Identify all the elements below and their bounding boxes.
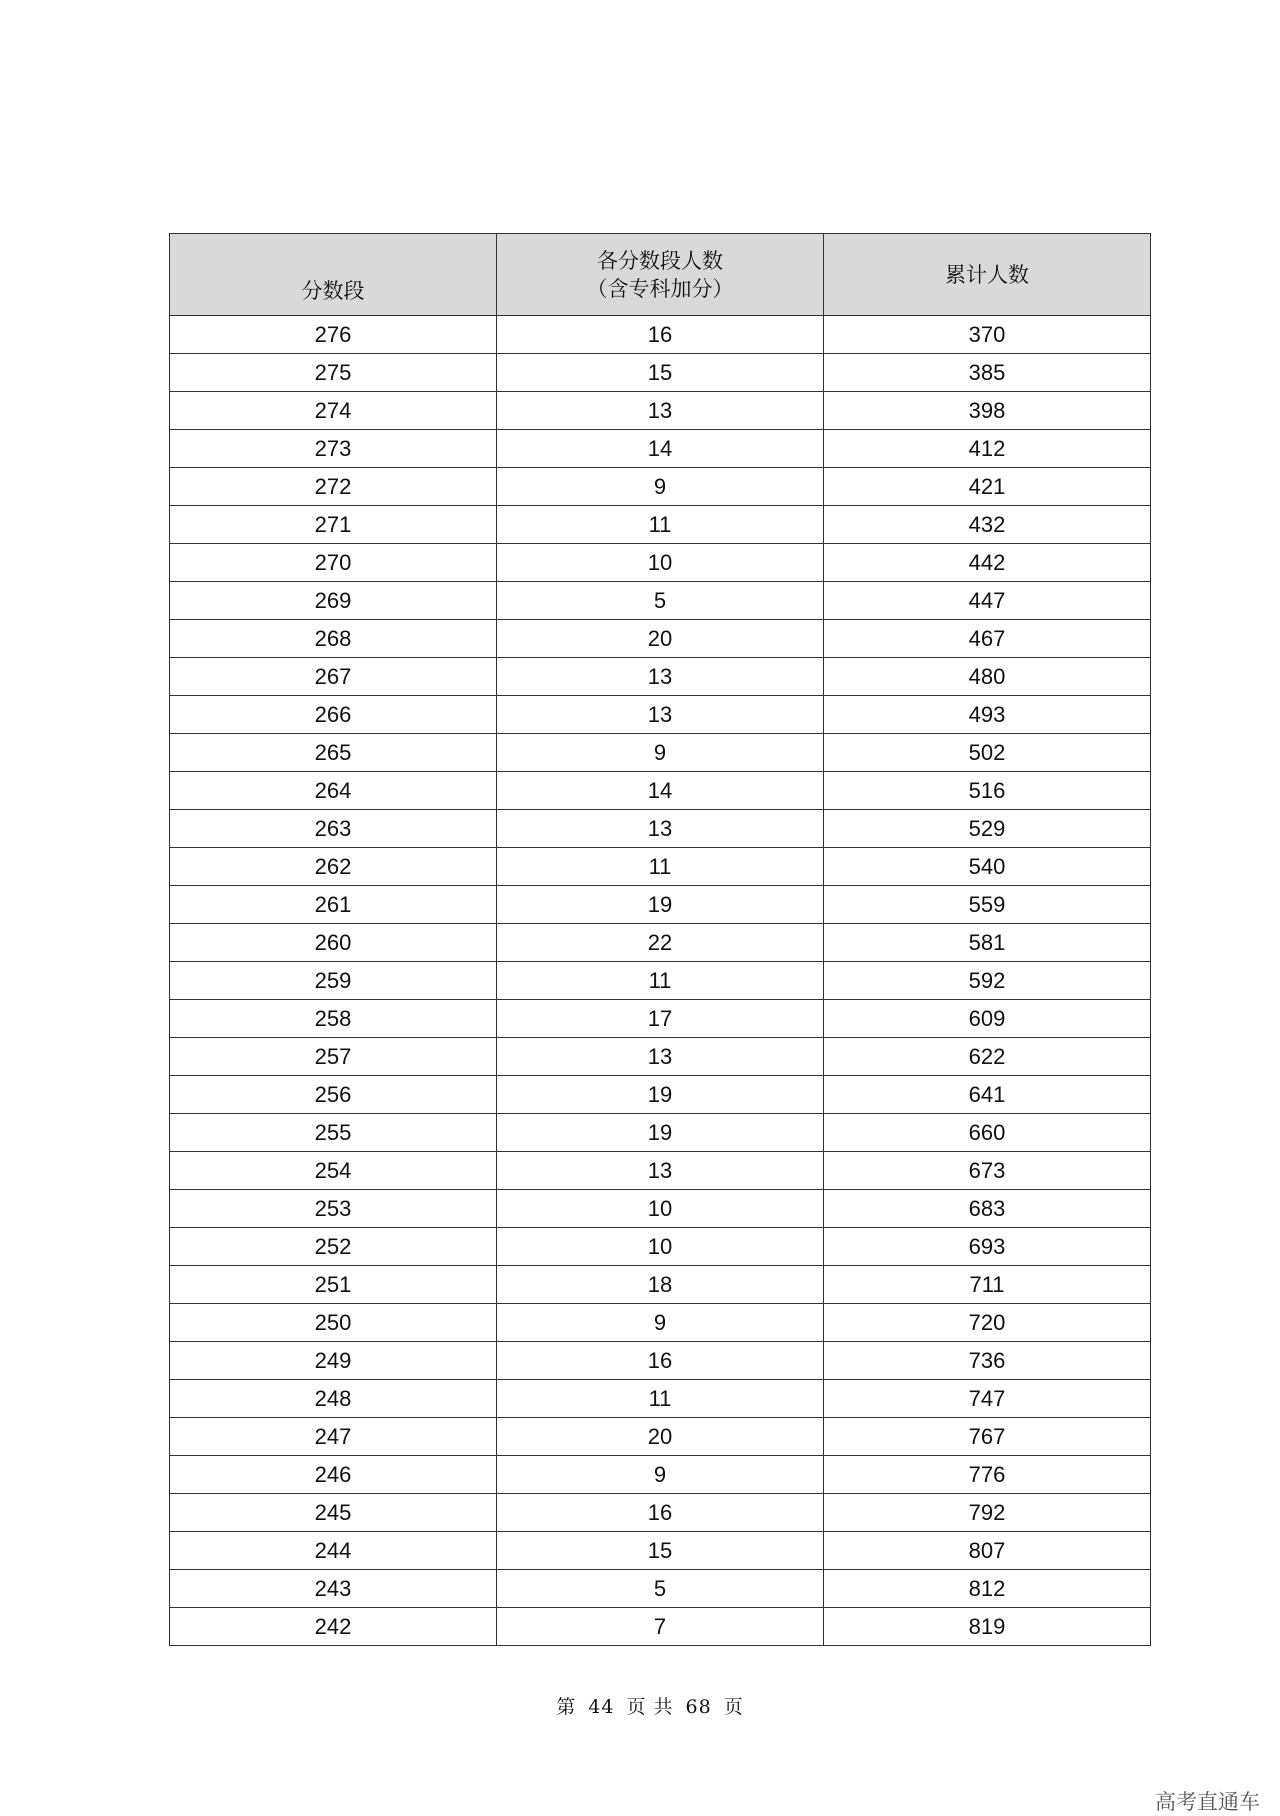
segment-count-cell: 9: [497, 1304, 824, 1342]
segment-count-cell: 15: [497, 1532, 824, 1570]
table-row: [170, 1266, 1151, 1304]
score-cell: 250: [170, 1304, 497, 1342]
table-row: [170, 1000, 1151, 1038]
score-cell: 256: [170, 1076, 497, 1114]
score-cell: 255: [170, 1114, 497, 1152]
table-row: [170, 886, 1151, 924]
table-row: [170, 544, 1151, 582]
table-row: [170, 468, 1151, 506]
header-segment-count: [497, 234, 824, 316]
score-cell: 264: [170, 772, 497, 810]
segment-count-cell: 10: [497, 1190, 824, 1228]
segment-count-cell: 11: [497, 848, 824, 886]
segment-count-cell: 13: [497, 1152, 824, 1190]
table-row: [170, 1342, 1151, 1380]
score-cell: 272: [170, 468, 497, 506]
cumulative-count-cell: 493: [824, 696, 1151, 734]
segment-count-cell: 22: [497, 924, 824, 962]
cumulative-count-cell: 736: [824, 1342, 1151, 1380]
table-row: [170, 810, 1151, 848]
cumulative-count-cell: 683: [824, 1190, 1151, 1228]
table-row: [170, 582, 1151, 620]
table-row: [170, 658, 1151, 696]
segment-count-cell: 10: [497, 1228, 824, 1266]
table-row: [170, 392, 1151, 430]
footer-prefix: 第: [556, 1696, 577, 1718]
score-cell: 270: [170, 544, 497, 582]
score-cell: 252: [170, 1228, 497, 1266]
score-cell: 254: [170, 1152, 497, 1190]
segment-count-cell: 7: [497, 1608, 824, 1646]
cumulative-count-cell: 467: [824, 620, 1151, 658]
footer-total-pages: 68: [685, 1696, 712, 1718]
score-cell: 248: [170, 1380, 497, 1418]
score-cell: 274: [170, 392, 497, 430]
segment-count-cell: 16: [497, 1342, 824, 1380]
segment-count-cell: 13: [497, 658, 824, 696]
segment-count-cell: 11: [497, 962, 824, 1000]
cumulative-count-cell: 480: [824, 658, 1151, 696]
footer-suffix: 页: [723, 1696, 744, 1718]
segment-count-cell: 18: [497, 1266, 824, 1304]
segment-count-cell: 16: [497, 316, 824, 354]
cumulative-count-cell: 812: [824, 1570, 1151, 1608]
segment-count-cell: 14: [497, 430, 824, 468]
score-cell: 242: [170, 1608, 497, 1646]
cumulative-count-cell: 693: [824, 1228, 1151, 1266]
cumulative-count-cell: 412: [824, 430, 1151, 468]
table-row: [170, 772, 1151, 810]
score-cell: 246: [170, 1456, 497, 1494]
table-header: [170, 234, 1151, 316]
header-segment-count-line1: 各分数段人数: [597, 248, 723, 273]
segment-count-cell: 16: [497, 1494, 824, 1532]
score-cell: 262: [170, 848, 497, 886]
cumulative-count-cell: 776: [824, 1456, 1151, 1494]
cumulative-count-cell: 660: [824, 1114, 1151, 1152]
table-row: [170, 1494, 1151, 1532]
table-row: [170, 848, 1151, 886]
header-score-range: 分数段: [170, 234, 497, 316]
score-cell: 266: [170, 696, 497, 734]
score-cell: 267: [170, 658, 497, 696]
table-row: [170, 962, 1151, 1000]
watermark: 高考直通车: [1155, 1790, 1260, 1814]
table-row: [170, 734, 1151, 772]
table-row: [170, 1038, 1151, 1076]
cumulative-count-cell: 720: [824, 1304, 1151, 1342]
table-row: [170, 506, 1151, 544]
score-cell: 245: [170, 1494, 497, 1532]
score-cell: 243: [170, 1570, 497, 1608]
table-row: [170, 620, 1151, 658]
table-row: [170, 1570, 1151, 1608]
table-row: [170, 430, 1151, 468]
cumulative-count-cell: 711: [824, 1266, 1151, 1304]
segment-count-cell: 13: [497, 392, 824, 430]
table-row: [170, 354, 1151, 392]
cumulative-count-cell: 385: [824, 354, 1151, 392]
cumulative-count-cell: 807: [824, 1532, 1151, 1570]
cumulative-count-cell: 592: [824, 962, 1151, 1000]
score-cell: 247: [170, 1418, 497, 1456]
cumulative-count-cell: 609: [824, 1000, 1151, 1038]
table-row: [170, 1228, 1151, 1266]
cumulative-count-cell: 622: [824, 1038, 1151, 1076]
score-cell: 273: [170, 430, 497, 468]
segment-count-cell: 9: [497, 468, 824, 506]
score-cell: 251: [170, 1266, 497, 1304]
segment-count-cell: 10: [497, 544, 824, 582]
footer-current-page: 44: [588, 1696, 615, 1718]
table-row: [170, 1532, 1151, 1570]
segment-count-cell: 14: [497, 772, 824, 810]
cumulative-count-cell: 516: [824, 772, 1151, 810]
table-row: [170, 1380, 1151, 1418]
segment-count-cell: 19: [497, 1114, 824, 1152]
table-row: [170, 1114, 1151, 1152]
cumulative-count-cell: 819: [824, 1608, 1151, 1646]
cumulative-count-cell: 559: [824, 886, 1151, 924]
table-row: [170, 1418, 1151, 1456]
page-footer: [0, 1692, 1280, 1719]
score-cell: 257: [170, 1038, 497, 1076]
table-row: [170, 1608, 1151, 1646]
segment-count-cell: 9: [497, 1456, 824, 1494]
segment-count-cell: 11: [497, 1380, 824, 1418]
score-cell: 244: [170, 1532, 497, 1570]
table-row: [170, 1190, 1151, 1228]
cumulative-count-cell: 398: [824, 392, 1151, 430]
cumulative-count-cell: 673: [824, 1152, 1151, 1190]
table-row: [170, 1076, 1151, 1114]
cumulative-count-cell: 442: [824, 544, 1151, 582]
segment-count-cell: 11: [497, 506, 824, 544]
cumulative-count-cell: 529: [824, 810, 1151, 848]
cumulative-count-cell: 767: [824, 1418, 1151, 1456]
cumulative-count-cell: 370: [824, 316, 1151, 354]
cumulative-count-cell: 502: [824, 734, 1151, 772]
segment-count-cell: 15: [497, 354, 824, 392]
table-row: [170, 1152, 1151, 1190]
footer-middle: 页 共: [626, 1696, 674, 1718]
cumulative-count-cell: 792: [824, 1494, 1151, 1532]
score-cell: 276: [170, 316, 497, 354]
score-cell: 260: [170, 924, 497, 962]
score-cell: 258: [170, 1000, 497, 1038]
segment-count-cell: 5: [497, 1570, 824, 1608]
score-cell: 265: [170, 734, 497, 772]
cumulative-count-cell: 421: [824, 468, 1151, 506]
table-row: [170, 1304, 1151, 1342]
segment-count-cell: 19: [497, 886, 824, 924]
header-cumulative-count: 累计人数: [824, 234, 1151, 316]
header-segment-count-line2: （含专科加分）: [586, 276, 734, 301]
score-cell: 249: [170, 1342, 497, 1380]
score-cell: 263: [170, 810, 497, 848]
table-row: [170, 924, 1151, 962]
segment-count-cell: 20: [497, 1418, 824, 1456]
table-row: [170, 696, 1151, 734]
segment-count-cell: 17: [497, 1000, 824, 1038]
cumulative-count-cell: 432: [824, 506, 1151, 544]
score-cell: 269: [170, 582, 497, 620]
cumulative-count-cell: 641: [824, 1076, 1151, 1114]
segment-count-cell: 13: [497, 810, 824, 848]
score-cell: 259: [170, 962, 497, 1000]
cumulative-count-cell: 581: [824, 924, 1151, 962]
cumulative-count-cell: 447: [824, 582, 1151, 620]
segment-count-cell: 5: [497, 582, 824, 620]
cumulative-count-cell: 747: [824, 1380, 1151, 1418]
cumulative-count-cell: 540: [824, 848, 1151, 886]
score-cell: 261: [170, 886, 497, 924]
segment-count-cell: 13: [497, 1038, 824, 1076]
segment-count-cell: 9: [497, 734, 824, 772]
score-cell: 253: [170, 1190, 497, 1228]
table-row: [170, 316, 1151, 354]
table-body: [170, 316, 1151, 1646]
segment-count-cell: 19: [497, 1076, 824, 1114]
table-row: [170, 1456, 1151, 1494]
header-row: [170, 234, 1151, 316]
score-cell: 268: [170, 620, 497, 658]
score-cell: 275: [170, 354, 497, 392]
score-cell: 271: [170, 506, 497, 544]
score-distribution-table: [169, 233, 1151, 1646]
segment-count-cell: 13: [497, 696, 824, 734]
segment-count-cell: 20: [497, 620, 824, 658]
